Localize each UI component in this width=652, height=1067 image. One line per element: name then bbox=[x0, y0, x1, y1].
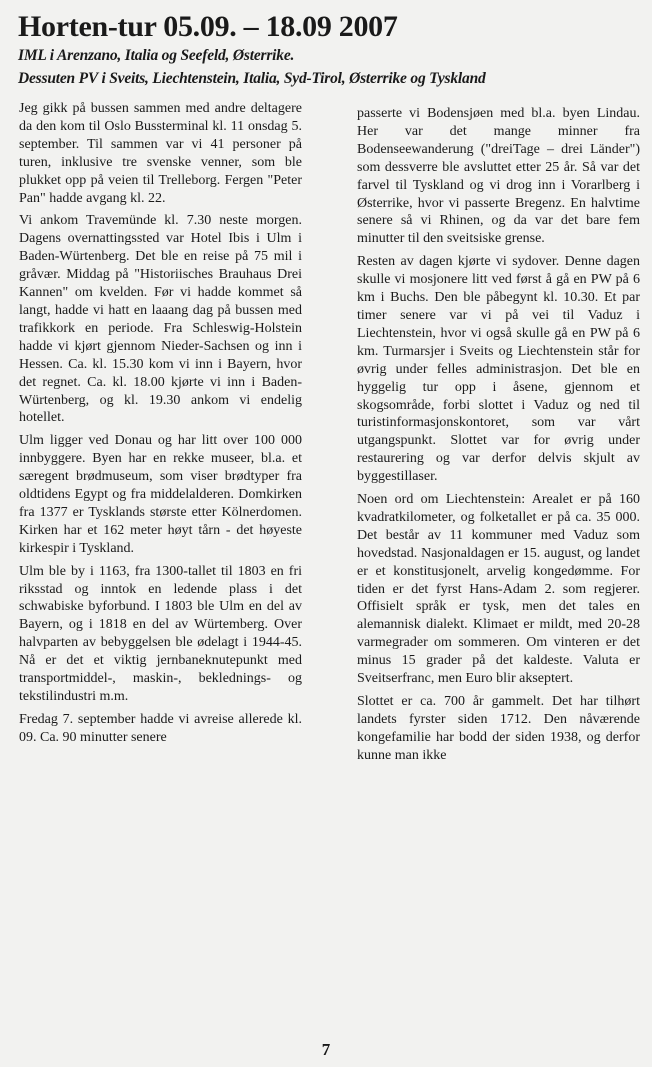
paragraph: Vi ankom Travemünde kl. 7.30 neste morgen. Dagens overnattingssted var Hotel Ibis i Ulm i Baden-Würtenberg. Det ble en reise på 75 mil i gråvær. Middag på "Historiisches Brauhaus Drei Kannen" om kvelden. Før vi hadde kommet så langt, hadde vi hatt en laaang dag på bussen med trafikkork en periode. Fra Schleswig-Holstein hadde vi kjørt gjennom Nieder-Sachsen og inn i Hessen. Ca. kl. 15.30 kom vi inn i Bayern, hvor det regnet. Ca. kl. 18.00 kjørte vi inn i Baden-Würtenberg, og kl. 19.30 ankom vi endelig hotellet. bbox=[19, 213, 302, 426]
article-title: Horten-tur 05.09. – 18.09 2007 bbox=[18, 10, 398, 43]
right-text-column bbox=[357, 105, 640, 770]
paragraph: Slottet er ca. 700 år gammelt. Det har tilhørt landets fyrster siden 1712. Den nåværende kongefamilie har bodd der siden 1938, og derfor kunne man ikke bbox=[357, 694, 640, 763]
paragraph: Resten av dagen kjørte vi sydover. Denne dagen skulle vi mosjonere litt ved først å gå en PW på 6 km i Buchs. Den ble påbegynt kl. 10.30. Et par timer senere var vi på vei til Vaduz i Liechtenstein, hvor vi også skulle gå en PW på 6 km. Turmarsjer i Sveits og Liechtenstein står for øvrig under felles administrasjon. Det ble en hyggelig tur opp i åsene, gjennom et skogsområde, forbi slottet i Vaduz og ned til turistinformasjonskontoret, som var vårt utgangspunkt. Slottet var for øvrig under restaurering og var derfor delvis skjult av byggestillaser. bbox=[357, 254, 640, 485]
paragraph: Ulm ligger ved Donau og har litt over 100 000 innbyggere. Byen har en rekke museer, bl.a. et særegent brødmuseum, som viser brødtyper fra oldtidens Egypt og fra middelalderen. Domkirken fra 1377 er Tysklands største etter Kölnerdomen. Kirken har et 162 meter høyt tårn - det høyeste kirkespir i Tyskland. bbox=[19, 433, 302, 556]
article-subtitle: IML i Arenzano, Italia og Seefeld, Østerrike. bbox=[18, 47, 295, 64]
paragraph: Noen ord om Liechtenstein: Arealet er på 160 kvadratkilometer, og folketallet er på ca. 35 000. Det består av 11 kommuner med Vaduz som hovedstad. Nasjonaldagen er 15. august, og landet er et konstitusjonelt, arvelig kongedømme. For tiden er det fyrst Hans-Adam 2. som regjerer. Offisielt språk er tysk, men det tales en alemannisk dialekt. Klimaet er mildt, med 20-28 varmegrader om sommeren. Om vinteren er det minus 15 grader på det kaldeste. Valuta er Sveitserfranc, men Euro blir akseptert. bbox=[357, 492, 640, 687]
left-text-column bbox=[19, 100, 302, 752]
paragraph: passerte vi Bodensjøen med bl.a. byen Lindau. Her var det mange minner fra Bodenseewanderung ("dreiTage – drei Länder") som dessverre ble avsluttet etter 25 år. Så var det farvel til Tyskland og vi drog inn i Vorarlberg i Østerrike, hvor vi passerte Bregenz. En halvtime senere så vi Rhinen, og da var det bare fem minutter til den sveitsiske grense. bbox=[357, 106, 640, 247]
paragraph: Ulm ble by i 1163, fra 1300-tallet til 1803 en fri riksstad og inntok en ledende plass i det schwabiske byforbund. I 1803 ble Ulm en del av Bayern, og i 1818 en del av Würtemberg. Over halvparten av bebyggelsen ble ødelagt i 1944-45. Nå er det et viktig jernbaneknutepunkt med transportmiddel-, maskin-, beklednings- og tekstilindustri m.m. bbox=[19, 563, 302, 704]
article-subtitle-secondary: Dessuten PV i Sveits, Liechtenstein, Italia, Syd-Tirol, Østerrike og Tyskland bbox=[18, 70, 486, 87]
paragraph: Jeg gikk på bussen sammen med andre deltagere da den kom til Oslo Bussterminal kl. 11 onsdag 5. september. Til sammen var vi 41 personer på turen, inklusive tre svenske venner, som ble plukket opp på veien til Trelleborg. Fergen "Peter Pan" hadde avgang kl. 22. bbox=[19, 101, 302, 206]
paragraph: Fredag 7. september hadde vi avreise allerede kl. 09. Ca. 90 minutter senere bbox=[19, 711, 302, 745]
page-number: 7 bbox=[321, 1040, 331, 1059]
